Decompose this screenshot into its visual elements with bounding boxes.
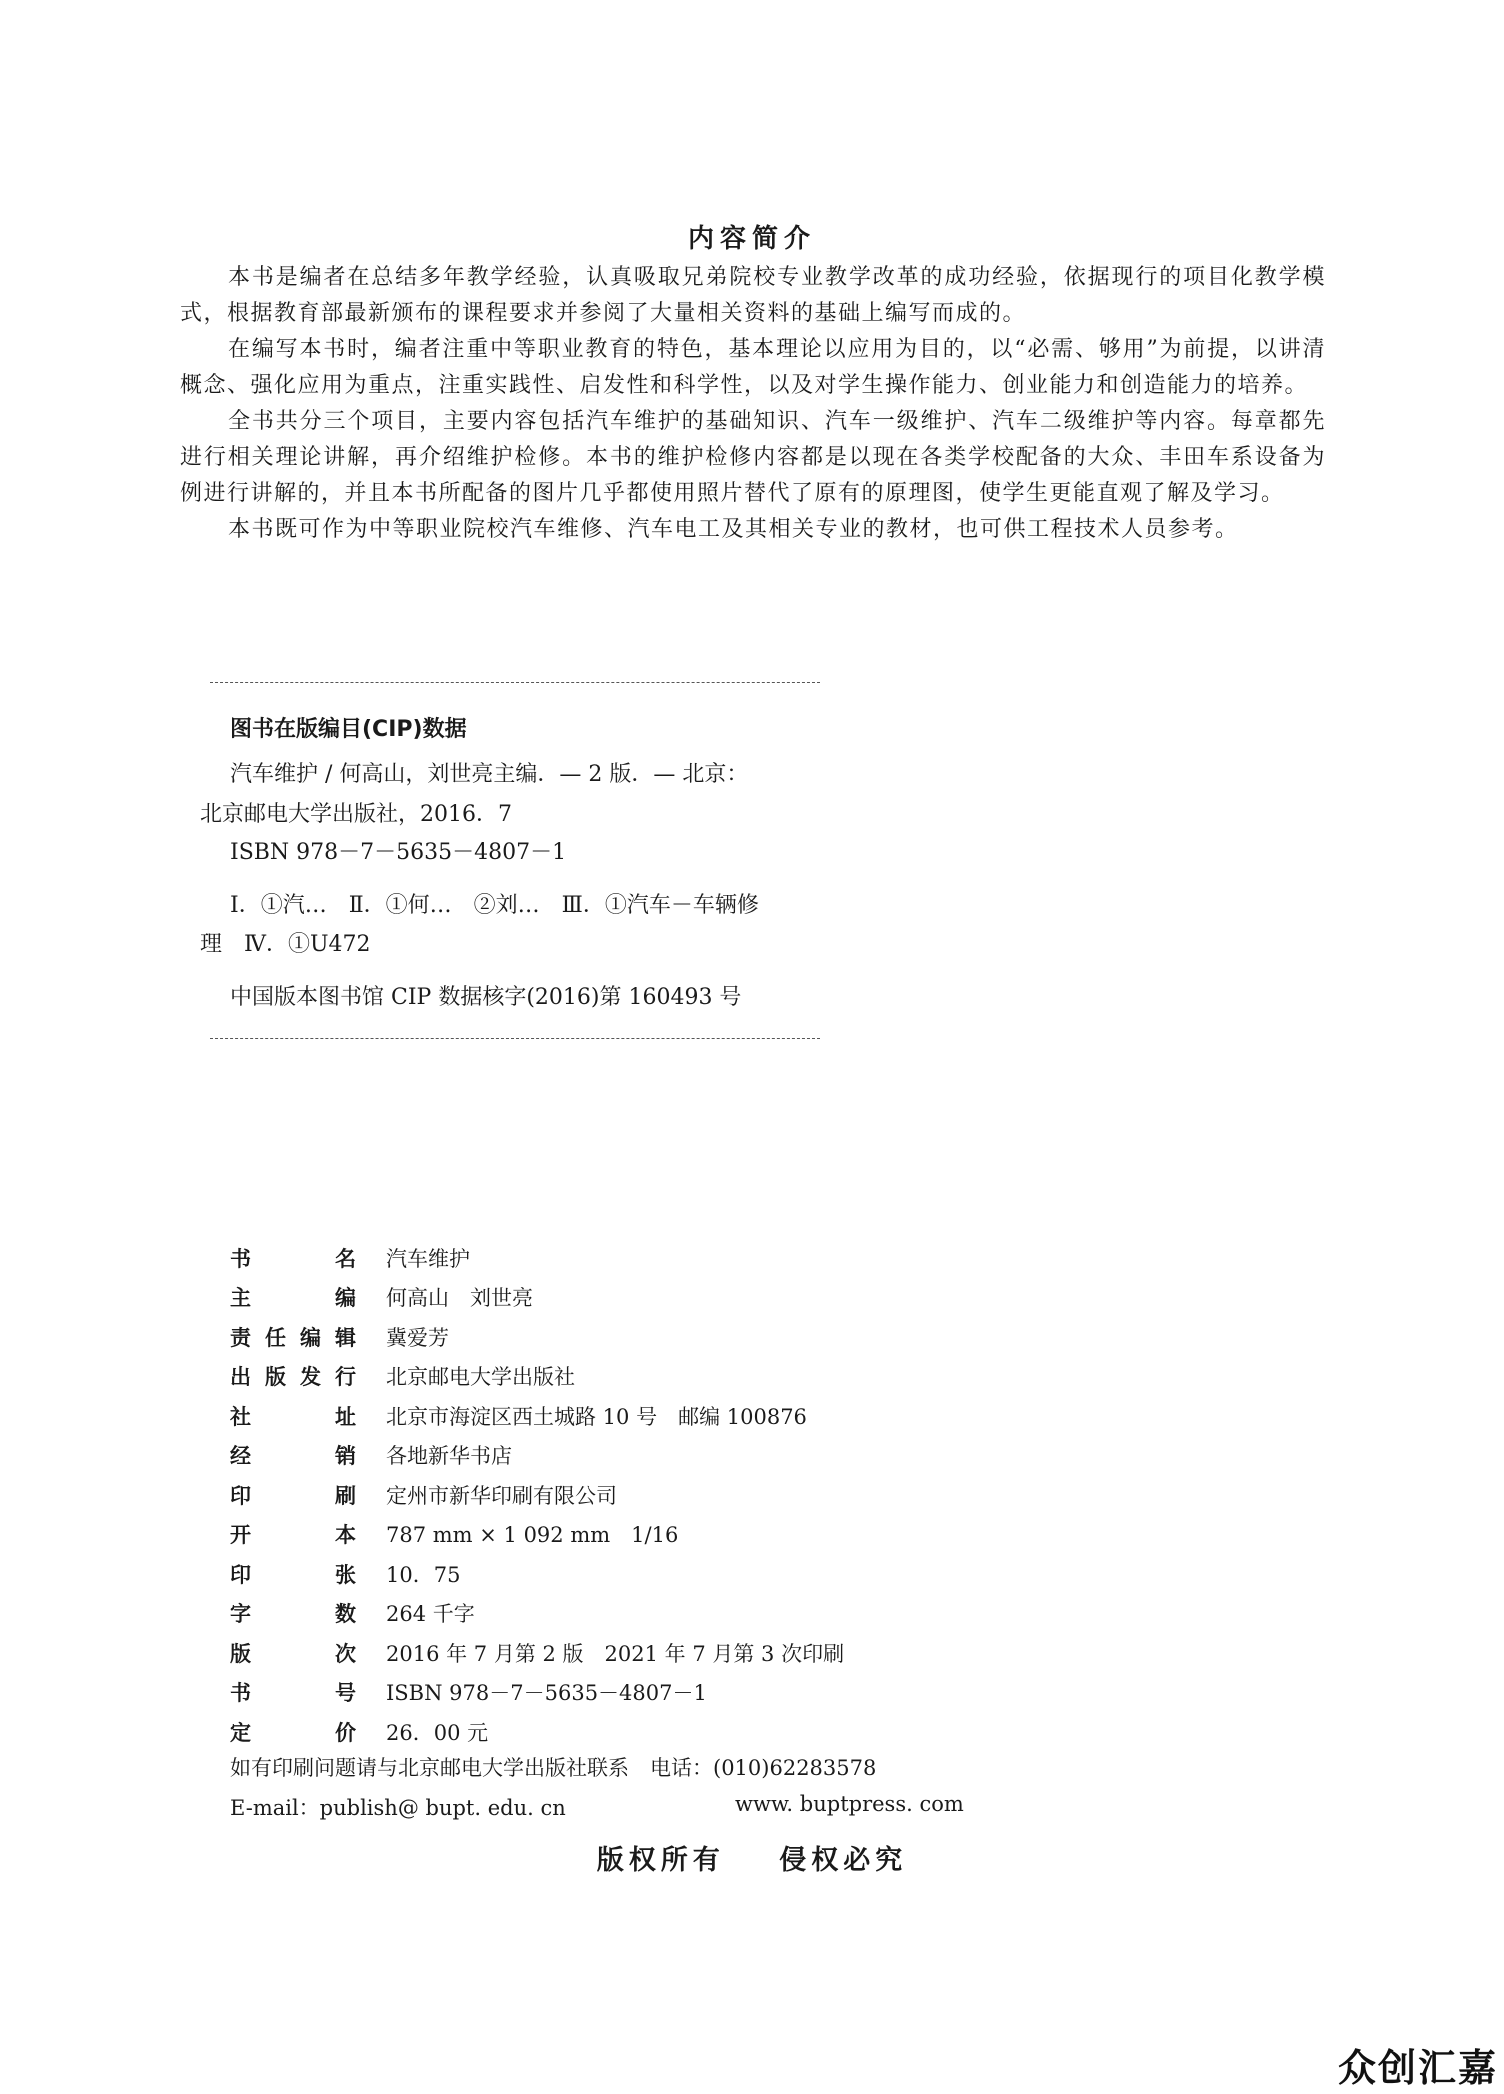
intro-paragraph-1: 本书是编者在总结多年教学经验，认真吸取兄弟院校专业教学改革的成功经验，依据现行的项目化教学模式，根据教育部最新颁布的课程要求并参阅了大量相关资料的基础上编写而成的。 xyxy=(180,265,1326,326)
cip-line-5: 理 Ⅳ．①U472 xyxy=(200,932,371,957)
info-label xyxy=(230,1519,356,1549)
info-label-char: 价 xyxy=(335,1720,356,1745)
info-value: 汽车维护 xyxy=(386,1246,470,1271)
intro-paragraph-3: 全书共分三个项目，主要内容包括汽车维护的基础知识、汽车一级维护、汽车二级维护等内容。每章都先进行相关理论讲解，再介绍维护检修。本书的维护检修内容都是以现在各类学校配备的大众、丰田车系设备为例进行讲解的，并且本书所配备的图片几乎都使用照片替代了原有的原理图，使学生更能直观了解及学习。 xyxy=(180,409,1326,506)
info-row xyxy=(230,1317,844,1357)
info-label-char: 任 xyxy=(265,1325,286,1350)
info-label-char: 经 xyxy=(230,1444,251,1469)
info-label-char: 行 xyxy=(335,1365,356,1390)
publication-info-table xyxy=(230,1238,844,1752)
info-label-char: 书 xyxy=(230,1681,251,1706)
info-label-char: 数 xyxy=(335,1602,356,1627)
info-label xyxy=(230,1322,356,1352)
cip-bottom-divider xyxy=(210,1038,820,1039)
contact-website: www. buptpress. com xyxy=(735,1792,964,1816)
info-label-char: 责 xyxy=(230,1325,251,1350)
info-label xyxy=(230,1480,356,1510)
contact-phone-line: 如有印刷问题请与北京邮电大学出版社联系 电话：(010)62283578 xyxy=(230,1756,877,1780)
info-label-char: 编 xyxy=(300,1325,321,1350)
info-label-char: 辑 xyxy=(335,1325,356,1350)
info-label xyxy=(230,1598,356,1628)
info-label-char: 书 xyxy=(230,1246,251,1271)
info-label xyxy=(230,1440,356,1470)
info-value: 冀爱芳 xyxy=(386,1325,449,1350)
info-row xyxy=(230,1673,844,1713)
cip-line-4: Ⅰ．①汽… Ⅱ．①何… ②刘… Ⅲ．①汽车－车辆修 xyxy=(230,893,759,918)
info-label-char: 定 xyxy=(230,1720,251,1745)
intro-body xyxy=(180,260,1326,548)
info-label-char: 版 xyxy=(265,1365,286,1390)
info-row xyxy=(230,1396,844,1436)
info-label xyxy=(230,1559,356,1589)
info-value: 北京市海淀区西土城路 10 号 邮编 100876 xyxy=(386,1404,807,1429)
contact-email: E-mail：publish@ bupt. edu. cn xyxy=(230,1796,566,1820)
info-label-char: 开 xyxy=(230,1523,251,1548)
info-label-char: 版 xyxy=(230,1641,251,1666)
info-label xyxy=(230,1401,356,1431)
info-value: 各地新华书店 xyxy=(386,1444,512,1469)
info-label-char: 销 xyxy=(335,1444,356,1469)
info-row xyxy=(230,1436,844,1476)
info-label-char: 号 xyxy=(335,1681,356,1706)
info-row xyxy=(230,1594,844,1634)
cip-line-1: 汽车维护 / 何高山，刘世亮主编．— 2 版．— 北京： xyxy=(230,762,749,787)
info-label-char: 址 xyxy=(335,1404,356,1429)
info-row xyxy=(230,1554,844,1594)
intro-paragraph-2: 在编写本书时，编者注重中等职业教育的特色，基本理论以应用为目的，以“必需、够用”为前提，以讲清概念、强化应用为重点，注重实践性、启发性和科学性，以及对学生操作能力、创业能力和创造能力的培养。 xyxy=(180,337,1326,398)
cip-heading: 图书在版编目(CIP)数据 xyxy=(230,717,467,742)
info-label-char: 编 xyxy=(335,1286,356,1311)
info-value: 26．00 元 xyxy=(386,1720,489,1745)
info-label-char: 刷 xyxy=(335,1483,356,1508)
info-label-char: 印 xyxy=(230,1562,251,1587)
info-label-char: 名 xyxy=(335,1246,356,1271)
intro-title: 内容简介 xyxy=(687,224,816,254)
info-label xyxy=(230,1243,356,1273)
info-label-char: 社 xyxy=(230,1404,251,1429)
info-label xyxy=(230,1677,356,1707)
info-label-char: 发 xyxy=(300,1365,321,1390)
info-value: 北京邮电大学出版社 xyxy=(386,1365,575,1390)
info-value: 10．75 xyxy=(386,1562,461,1587)
info-label-char: 出 xyxy=(230,1365,251,1390)
info-row xyxy=(230,1238,844,1278)
cip-line-3: ISBN 978－7－5635－4807－1 xyxy=(230,840,567,865)
info-label-char: 主 xyxy=(230,1286,251,1311)
info-label xyxy=(230,1361,356,1391)
info-label-char: 字 xyxy=(230,1602,251,1627)
info-label-char: 次 xyxy=(335,1641,356,1666)
info-label xyxy=(230,1717,356,1747)
watermark-logo: 众创汇嘉 xyxy=(1337,2046,1498,2090)
info-label-char: 本 xyxy=(335,1523,356,1548)
info-value: 定州市新华印刷有限公司 xyxy=(386,1483,617,1508)
info-value: ISBN 978－7－5635－4807－1 xyxy=(386,1681,707,1706)
intro-paragraph-4: 本书既可作为中等职业院校汽车维修、汽车电工及其相关专业的教材，也可供工程技术人员参考。 xyxy=(228,517,1239,542)
info-row xyxy=(230,1515,844,1555)
info-label-char: 张 xyxy=(335,1562,356,1587)
cip-line-2: 北京邮电大学出版社，2016．7 xyxy=(200,802,512,827)
copyright-notice: 版权所有 侵权必究 xyxy=(596,1845,908,1876)
info-label xyxy=(230,1282,356,1312)
info-value: 何高山 刘世亮 xyxy=(386,1286,533,1311)
info-value: 787 mm × 1 092 mm 1/16 xyxy=(386,1523,679,1548)
info-label-char: 印 xyxy=(230,1483,251,1508)
info-value: 264 千字 xyxy=(386,1602,475,1627)
info-row xyxy=(230,1712,844,1752)
info-value: 2016 年 7 月第 2 版 2021 年 7 月第 3 次印刷 xyxy=(386,1641,845,1666)
cip-top-divider xyxy=(210,682,820,683)
cip-line-6: 中国版本图书馆 CIP 数据核字(2016)第 160493 号 xyxy=(230,985,742,1010)
info-label xyxy=(230,1638,356,1668)
info-row xyxy=(230,1278,844,1318)
info-row xyxy=(230,1633,844,1673)
info-row xyxy=(230,1475,844,1515)
info-row xyxy=(230,1357,844,1397)
